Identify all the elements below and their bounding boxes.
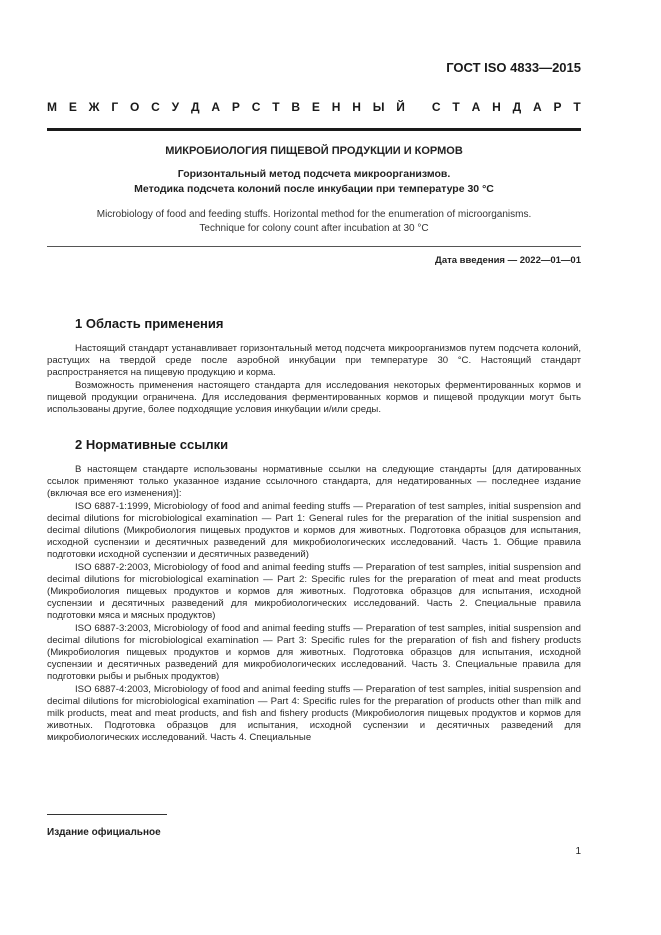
title-letter: Н xyxy=(352,100,361,114)
title-divider xyxy=(47,246,581,247)
paragraph: В настоящем стандарте использованы нормативные ссылки на следующие стандарты [для датированных ссылок применяют только указанное издание ссылочного стандарта, для недатированных — последнее издание (включая все его изменения)]: xyxy=(47,464,581,500)
english-title-line-1: Microbiology of food and feeding stuffs. Horizontal method for the enumeration of microorganisms. xyxy=(96,209,532,220)
header-divider xyxy=(47,128,581,131)
english-title xyxy=(47,208,581,236)
standard-number: ГОСТ ISO 4833—2015 xyxy=(446,60,581,75)
title-letter: Д xyxy=(512,100,522,114)
title-letter: С xyxy=(151,100,160,114)
english-title-line-2: Technique for colony count after incubation at 30 °C xyxy=(199,223,429,234)
title-letter: С xyxy=(431,100,441,114)
interstate-standard-title xyxy=(47,100,581,114)
section-heading: 1 Область применения xyxy=(75,316,224,331)
title-letter: Е xyxy=(311,100,320,114)
title-letter: Ы xyxy=(372,100,385,114)
title-letter: А xyxy=(471,100,481,114)
main-title: МИКРОБИОЛОГИЯ ПИЩЕВОЙ ПРОДУКЦИИ И КОРМОВ xyxy=(165,145,463,157)
section-heading: 2 Нормативные ссылки xyxy=(75,437,229,452)
section-normative-references xyxy=(47,437,581,745)
reference-item: ISO 6887-2:2003, Microbiology of food and animal feeding stuffs — Preparation of test samples, initial suspension and decimal dilutions for microbiological examination — Part 2: Specific rules for the preparation of meat and meat products (Микробиология пищевых продуктов и кормов для животных. Подготовка образцов для испытания, исходной суспензии и десятичных разведений для микробиологических исследований. Часть 2. Специальные правила подготовки мяса и мясных продуктов) xyxy=(47,561,581,622)
title-letter xyxy=(417,100,420,114)
title-letter: О xyxy=(130,100,140,114)
title-letter: Д xyxy=(190,100,200,114)
title-letter: Т xyxy=(452,100,460,114)
title-letter: Т xyxy=(272,100,280,114)
title-letter: Й xyxy=(396,100,405,114)
title-letter: А xyxy=(532,100,542,114)
reference-item: ISO 6887-1:1999, Microbiology of food and animal feeding stuffs — Preparation of test samples, initial suspension and decimal dilutions for microbiological examination — Part 1: General rules for the preparation of the initial suspension and decimal dilutions (Микробиология пищевых продуктов и кормов для животных. Подготовка образцов для испытания, исходной суспензии и десятичных разведений для микробиологических исследований. Часть 1. Общие правила подготовки исходной суспензии и десятичных разведений) xyxy=(47,500,581,561)
title-letter: М xyxy=(47,100,57,114)
title-letter: Р xyxy=(231,100,240,114)
title-letter: Ж xyxy=(88,100,100,114)
official-edition-label: Издание официальное xyxy=(47,827,161,838)
sub-title-line-1: Горизонтальный метод подсчета микроорганизмов. xyxy=(177,168,451,180)
paragraph: Настоящий стандарт устанавливает горизонтальный метод подсчета микроорганизмов путем подсчета колоний, растущих на твердой среде после аэробной инкубации при температуре 30 °С. Настоящий стандарт распространяется на пищевую продукцию и корма. xyxy=(47,343,581,379)
title-letter: Н xyxy=(331,100,341,114)
title-letter: В xyxy=(291,100,301,114)
footer-divider xyxy=(47,814,167,815)
paragraph: Возможность применения настоящего стандарта для исследования некоторых ферментированных кормов и пищевой продукции ограничена. Для исследования ферментированных кормов и пищевой продукции могут быть использованы другие, более подходящие условия инкубации и/или среды. xyxy=(47,379,581,416)
title-letter: Т xyxy=(573,100,581,114)
title-letter: Г xyxy=(111,100,119,114)
title-letter: А xyxy=(211,100,221,114)
reference-item: ISO 6887-4:2003, Microbiology of food and animal feeding stuffs — Preparation of test samples, initial suspension and decimal dilutions for microbiological examination — Part 4: Specific rules for the preparation of products other than milk and milk products, meat and meat products, and fish and fishery products (Микробиология пищевых продуктов и кормов для животных. Подготовка образцов для испытания, исходной суспензии и десятичных разведений для микробиологических исследований. Часть 4. Специальные xyxy=(47,683,581,744)
section-scope xyxy=(47,316,581,416)
title-letter: С xyxy=(251,100,261,114)
sub-title-line-2: Методика подсчета колоний после инкубации при температуре 30 °С xyxy=(134,183,494,195)
title-letter: Р xyxy=(553,100,562,114)
page-number: 1 xyxy=(575,846,581,857)
title-letter: Е xyxy=(68,100,77,114)
introduction-date: Дата введения — 2022—01—01 xyxy=(435,255,581,266)
title-letter: У xyxy=(171,100,180,114)
reference-item: ISO 6887-3:2003, Microbiology of food and animal feeding stuffs — Preparation of test samples, initial suspension and decimal dilutions for microbiological examination — Part 3: Specific rules for the preparation of fish and fishery products (Микробиология пищевых продуктов и кормов для животных. Подготовка образцов для испытания, исходной суспензии и десятичных разведений для микробиологических исследований. Часть 3. Специальные правила для подготовки рыбы и рыбных продуктов) xyxy=(47,622,581,683)
title-letter: Н xyxy=(492,100,501,114)
sub-title xyxy=(47,167,581,197)
